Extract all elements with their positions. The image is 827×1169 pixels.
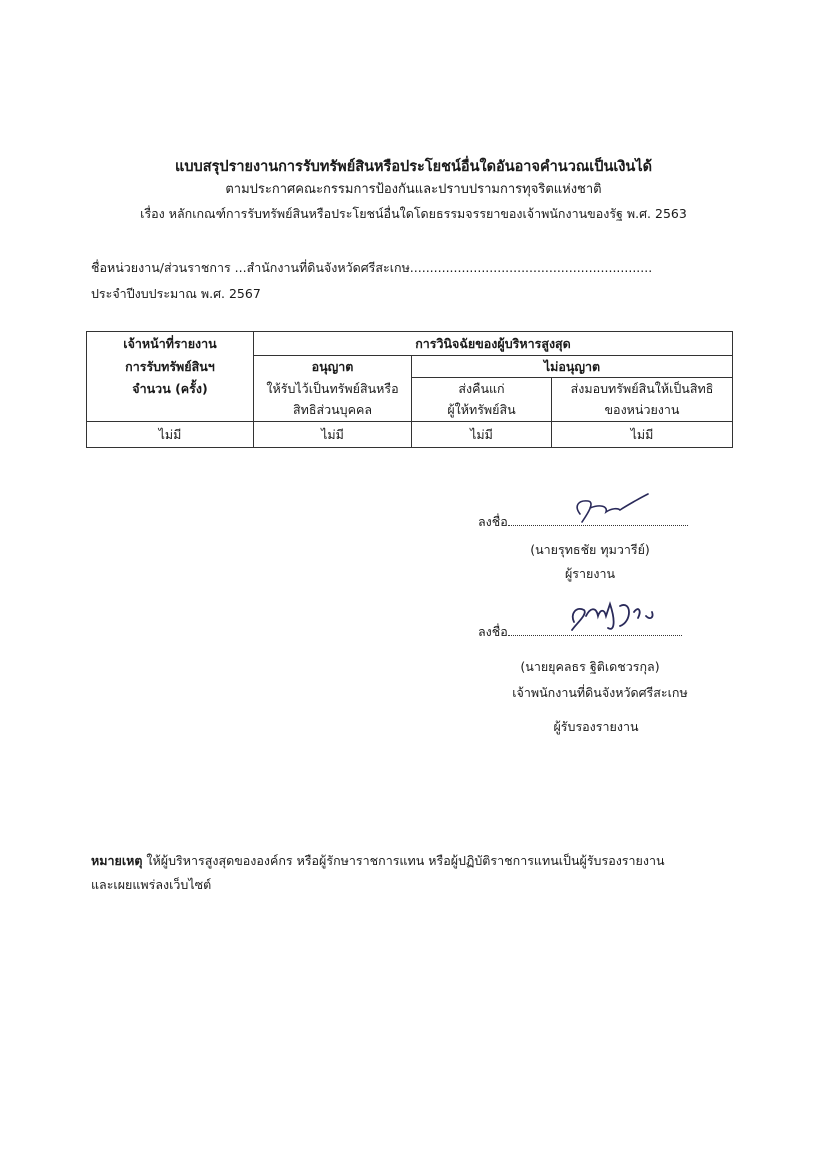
certifier-position: เจ้าพนักงานที่ดินจังหวัดศรีสะเกษ [512,685,688,700]
sign-label: ลงชื่อ [478,514,508,529]
deny-header: ไม่อนุญาต [412,356,733,378]
certifier-signature [562,592,672,642]
transfer-desc-2: ของหน่วยงาน [552,400,733,422]
reporter-role: ผู้รายงาน [564,566,616,581]
allow-header: อนุญาต [254,356,412,378]
reporter-count-header-3: จำนวน (ครั้ง) [87,378,254,400]
return-desc-2: ผู้ให้ทรัพย์สิน [412,400,552,422]
allow-desc-1: ให้รับไว้เป็นทรัพย์สินหรือ [254,378,412,400]
table-row [87,422,733,448]
footnote [91,849,741,897]
document-title: แบบสรุปรายงานการรับทรัพย์สินหรือประโยชน์อื่นใดอันอาจคำนวณเป็นเงินได้ [174,159,653,175]
reporter-signature [560,488,660,528]
document-subject: เรื่อง หลักเกณฑ์การรับทรัพย์สินหรือประโยชน์อื่นใดโดยธรรมจรรยาของเจ้าพนักงานของรัฐ พ.ศ. 2563 [140,206,687,221]
document-subtitle: ตามประกาศคณะกรรมการป้องกันและปราบปรามการทุจริตแห่งชาติ [225,182,602,197]
note-text-2: และเผยแพร่ลงเว็บไซต์ [91,877,212,892]
table-cell: ไม่มี [552,422,733,448]
certifier-name: (นายยุคลธร ฐิติเดชวรกุล) [520,659,660,674]
fiscal-year: ประจำปีงบประมาณ พ.ศ. 2567 [91,286,261,301]
summary-table [86,331,733,448]
reporter-name: (นายรุทธชัย ทุมวารีย์) [530,542,650,557]
table-cell: ไม่มี [254,422,412,448]
allow-desc-2: สิทธิส่วนบุคคล [254,400,412,422]
reporter-count-header-2: การรับทรัพย์สินฯ [87,356,254,378]
note-text: ให้ผู้บริหารสูงสุดขององค์กร หรือผู้รักษาราชการแทน หรือผู้ปฏิบัติราชการแทนเป็นผู้รับรองรายงาน [142,853,665,868]
note-label: หมายเหตุ [91,853,143,868]
decision-header: การวินิจฉัยของผู้บริหารสูงสุด [254,332,733,356]
reporter-count-header-1: เจ้าหน้าที่รายงาน [87,332,254,356]
certifier-role: ผู้รับรองรายงาน [553,719,639,734]
sign-label: ลงชื่อ [478,624,508,639]
transfer-desc-1: ส่งมอบทรัพย์สินให้เป็นสิทธิ [552,378,733,400]
agency-name: ชื่อหน่วยงาน/ส่วนราชการ ...สำนักงานที่ดินจังหวัดศรีสะเกษ............................................................. [91,260,653,275]
table-cell: ไม่มี [87,422,254,448]
return-desc-1: ส่งคืนแก่ [412,378,552,400]
table-cell: ไม่มี [412,422,552,448]
header [0,156,827,226]
